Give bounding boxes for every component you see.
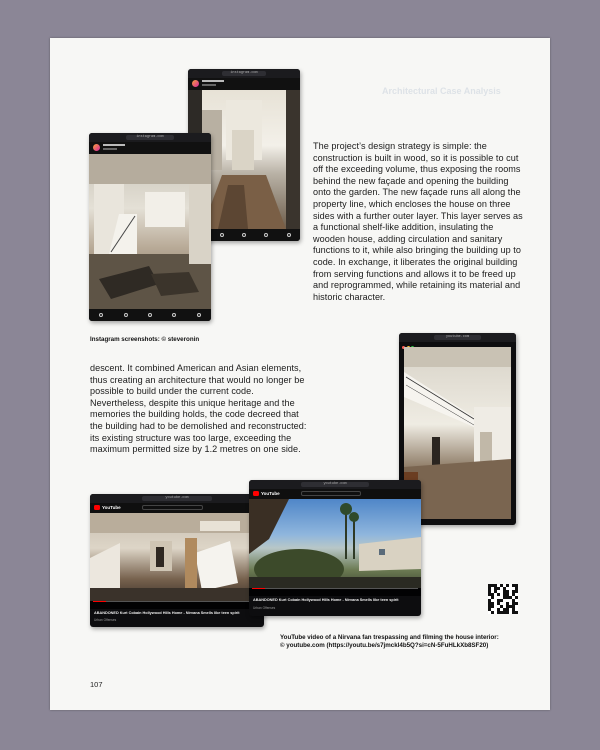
youtube-brand: YouTube	[261, 491, 280, 496]
browser-topbar	[249, 480, 421, 489]
youtube-logo-icon	[253, 491, 259, 496]
video-frame-view	[249, 499, 421, 588]
browser-topbar	[188, 69, 300, 78]
location	[202, 84, 216, 86]
stairs-interior-drawing	[90, 513, 264, 601]
video-controls[interactable]	[90, 601, 264, 609]
body-paragraph-heritage: descent. It combined American and Asian elements, thus creating an architecture that would no longer be possible to build under the current code. Nevertheless, despite this unique heritage and the memories the building holds, the code decreed that the building had to be demolished and reconstructed: its existing structure was too large, exceeding the maximum permitted size by 1.2 metres on one side.	[90, 363, 307, 455]
url-bar: youtube.com	[301, 482, 370, 487]
browser-topbar	[89, 133, 211, 142]
video-title[interactable]: ABANDONED Kurt Cobain Hollywood Hills Home - Nirvana Smells like teen spirit	[253, 598, 399, 602]
stairs-photo	[89, 154, 211, 309]
page-number: 107	[90, 680, 103, 689]
body-paragraph-design-strategy: The project’s design strategy is simple: the construction is built in wood, so it is possible to cut off the exceeding volume, thus exposing the rooms behind the new façade and opening the building onto the garden. The new façade runs all along the property line, which encloses the house on three sides with a further outer layer. This layer serves as a functional shelf-like addition, insulating the wooden house, adding circulation and sanitary functions to it, while also bringing the building up to code. In exchange, it liberates the original building from serving functions and allows it to be freed up and reprogrammed, while retaining its material and historic character.	[313, 141, 523, 302]
video-progress-bar[interactable]	[252, 588, 418, 589]
hillside-view-drawing	[249, 499, 421, 588]
url-bar: instagram.com	[222, 71, 267, 76]
username	[103, 144, 125, 146]
search-input[interactable]	[142, 505, 203, 510]
username	[202, 80, 224, 82]
instagram-toolbar	[89, 309, 211, 321]
youtube-screenshot-stairs	[90, 494, 264, 627]
youtube-header	[90, 503, 264, 513]
avatar	[93, 144, 100, 151]
url-bar: youtube.com	[142, 496, 212, 501]
caption-youtube-line2: © youtube.com (https://youtu.be/s7jmckl4b5Q?si=cN-5FuHLkXb8SF20)	[280, 642, 489, 649]
avatar	[192, 80, 199, 87]
qr-code[interactable]	[488, 584, 518, 614]
instagram-header	[89, 142, 211, 154]
video-title[interactable]: ABANDONED Kurt Cobain Hollywood Hills Home - Nirvana Smells like teen spirit	[94, 611, 240, 615]
channel-name[interactable]: Urban Offenses	[253, 606, 276, 610]
video-controls[interactable]	[249, 588, 421, 596]
url-bar: instagram.com	[126, 135, 175, 140]
video-frame-stairs	[90, 513, 264, 601]
caption-youtube-line1: YouTube video of a Nirvana fan trespassing and filming the house interior:	[280, 634, 499, 641]
instagram-screenshot-stairs	[89, 133, 211, 321]
caption-youtube	[280, 634, 500, 650]
instagram-header	[188, 78, 300, 90]
browser-topbar	[399, 333, 516, 342]
magazine-page	[50, 38, 550, 710]
caption-instagram: Instagram screenshots: © steveronin	[90, 336, 200, 343]
stairs-drawing	[89, 154, 211, 309]
search-input[interactable]	[301, 491, 361, 496]
video-progress-bar[interactable]	[93, 601, 261, 602]
location	[103, 148, 117, 150]
url-bar: youtube.com	[434, 335, 481, 340]
channel-name[interactable]: Urban Offenses	[94, 618, 117, 622]
youtube-header	[249, 489, 421, 499]
ghost-heading: Architectural Case Analysis	[382, 86, 501, 96]
youtube-brand: YouTube	[102, 505, 121, 510]
youtube-logo-icon	[94, 505, 100, 510]
browser-topbar	[90, 494, 264, 503]
youtube-screenshot-view	[249, 480, 421, 616]
